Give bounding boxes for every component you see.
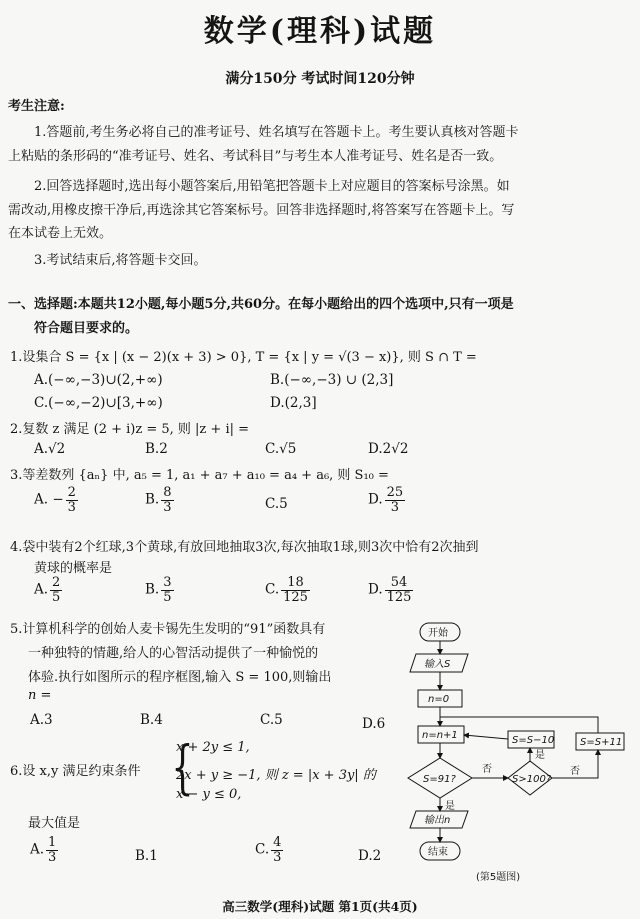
flow-output-label: 输出n — [424, 815, 451, 826]
denominator: 3 — [163, 499, 172, 515]
constraint-line: x + 2y ≤ 1, — [176, 740, 250, 755]
flow-condition-1-label: S=91? — [423, 774, 456, 785]
flow-yes-label: 是 — [445, 801, 455, 812]
option-c: C.5 — [260, 712, 283, 728]
option-d — [368, 486, 405, 514]
question-2-stem: 2.复数 z 满足 (2 + i)z = 5, 则 |z + i| = — [10, 422, 250, 437]
numerator: 3 — [163, 575, 172, 590]
option-c: C.(−∞,−2)∪[3,+∞) — [34, 395, 163, 411]
option-c: C.5 — [265, 496, 288, 512]
denominator: 3 — [67, 499, 76, 515]
question-6-stem: 最大值是 — [28, 816, 81, 831]
denominator: 3 — [48, 849, 57, 865]
constraint-line: 2x + y ≥ −1, 则 z = |x + 3y| 的 — [176, 768, 376, 783]
question-4-stem: 黄球的概率是 — [34, 561, 113, 576]
option-label: A. − — [34, 491, 64, 508]
option-b: B.4 — [140, 712, 163, 728]
question-1-stem: 1.设集合 S = {x | (x − 2)(x + 3) > 0}, T = {x | y = √(3 − x)}, 则 S ∩ T = — [10, 350, 477, 365]
option-label: B. — [145, 581, 160, 598]
denominator: 125 — [386, 589, 412, 605]
option-a — [34, 576, 62, 604]
option-c — [265, 576, 310, 604]
option-label: B. — [145, 491, 160, 508]
flow-start-label: 开始 — [428, 628, 448, 639]
option-d: D.(2,3] — [270, 395, 317, 411]
flow-minus-label: S=S−10 — [512, 735, 555, 746]
numerator: 2 — [52, 575, 61, 590]
option-b — [145, 576, 174, 604]
notice-heading: 考生注意: — [8, 99, 65, 114]
option-label: C. — [255, 841, 270, 858]
option-d: D.6 — [362, 716, 386, 732]
flow-init-label: n=0 — [428, 694, 450, 705]
option-label: A. — [30, 841, 45, 858]
numerator: 4 — [273, 835, 282, 850]
option-b: B.2 — [145, 441, 168, 457]
option-label: C. — [265, 581, 280, 598]
question-3-stem: 3.等差数列 {aₙ} 中, a₅ = 1, a₁ + a₇ + a₁₀ = a₄ + a₆, 则 S₁₀ = — [10, 468, 389, 483]
fraction — [385, 576, 414, 604]
fraction — [66, 486, 78, 514]
option-b: B.(−∞,−3) ∪ (2,3] — [270, 372, 394, 388]
fraction — [46, 836, 58, 864]
option-b — [145, 486, 174, 514]
flow-condition-2-label: S>100? — [512, 774, 552, 785]
fraction — [161, 486, 173, 514]
denominator: 5 — [163, 589, 172, 605]
flow-no-label: 否 — [570, 766, 580, 777]
flowchart — [398, 614, 636, 886]
option-b: B.1 — [135, 848, 158, 864]
option-label: A. — [34, 581, 49, 598]
option-a: A.3 — [30, 712, 53, 728]
numerator: 18 — [281, 576, 310, 591]
numerator: 54 — [385, 576, 414, 591]
option-d — [368, 576, 413, 604]
notice-line: 上粘贴的条形码的“准考证号、姓名、考试科目”与考生本人准考证号、姓名是否一致。 — [8, 149, 503, 164]
question-5-stem: 一种独特的情趣,给人的心智活动提供了一种愉悦的 — [28, 646, 319, 661]
option-d: D.2 — [358, 848, 382, 864]
question-5-stem: n = — [28, 688, 52, 703]
notice-line: 3.考试结束后,将答题卡交回。 — [34, 253, 207, 268]
constraint-brace: { — [171, 733, 194, 801]
numerator: 25 — [386, 485, 404, 500]
section-heading: 一、选择题:本题共12小题,每小题5分,共60分。在每小题给出的四个选项中,只有一项是 — [8, 297, 514, 312]
option-a — [34, 486, 78, 514]
flow-plus-label: S=S+11 — [580, 737, 623, 748]
question-5-stem: 体验.执行如图所示的程序框图,输入 S = 100,则输出 — [28, 670, 332, 685]
fraction — [281, 576, 310, 604]
notice-line: 2.回答选择题时,选出每小题答案后,用铅笔把答题卡上对应题目的答案标号涂黑。如 — [34, 179, 510, 194]
flow-yes-label: 是 — [535, 750, 545, 761]
page-title: 数学(理科)试题 — [203, 14, 437, 49]
flow-input-label: 输入S — [424, 659, 451, 670]
numerator: 2 — [67, 485, 76, 500]
constraint-line: x − y ≤ 0, — [176, 787, 242, 802]
fraction — [50, 576, 62, 604]
flow-end-label: 结束 — [428, 847, 448, 858]
numerator: 1 — [48, 835, 57, 850]
option-label: D. — [368, 581, 383, 598]
option-a: A.√2 — [34, 441, 66, 457]
option-c — [255, 836, 283, 864]
option-a — [30, 836, 58, 864]
fraction — [271, 836, 283, 864]
section-heading: 符合题目要求的。 — [34, 321, 139, 336]
option-d: D.2√2 — [368, 441, 409, 457]
denominator: 3 — [273, 849, 282, 865]
denominator: 3 — [390, 499, 400, 515]
flow-no-label: 否 — [482, 764, 492, 775]
notice-line: 1.答题前,考生务必将自己的准考证号、姓名填写在答题卡上。考生要认真核对答题卡 — [34, 125, 519, 140]
flow-increment-label: n=n+1 — [422, 730, 458, 741]
figure-caption: (第5题图) — [476, 872, 521, 883]
exam-info: 满分150分 考试时间120分钟 — [225, 71, 415, 87]
notice-line: 在本试卷上无效。 — [8, 226, 113, 241]
option-a: A.(−∞,−3)∪(2,+∞) — [34, 372, 163, 388]
fraction — [385, 486, 406, 514]
numerator: 8 — [163, 485, 172, 500]
page-footer: 高三数学(理科)试题 第1页(共4页) — [222, 899, 418, 914]
fraction — [161, 576, 173, 604]
option-label: D. — [368, 491, 383, 508]
question-6-stem: 6.设 x,y 满足约束条件 — [10, 764, 141, 779]
question-5-stem: 5.计算机科学的创始人麦卡锡先生发明的“91”函数具有 — [10, 622, 326, 637]
question-4-stem: 4.袋中装有2个红球,3个黄球,有放回地抽取3次,每次抽取1球,则3次中恰有2次抽到 — [10, 540, 479, 555]
denominator: 5 — [52, 589, 61, 605]
option-c: C.√5 — [265, 441, 297, 457]
notice-line: 需改动,用橡皮擦干净后,再选涂其它答案标号。回答非选择题时,将答案写在答题卡上。写 — [8, 203, 515, 218]
denominator: 125 — [283, 589, 308, 605]
